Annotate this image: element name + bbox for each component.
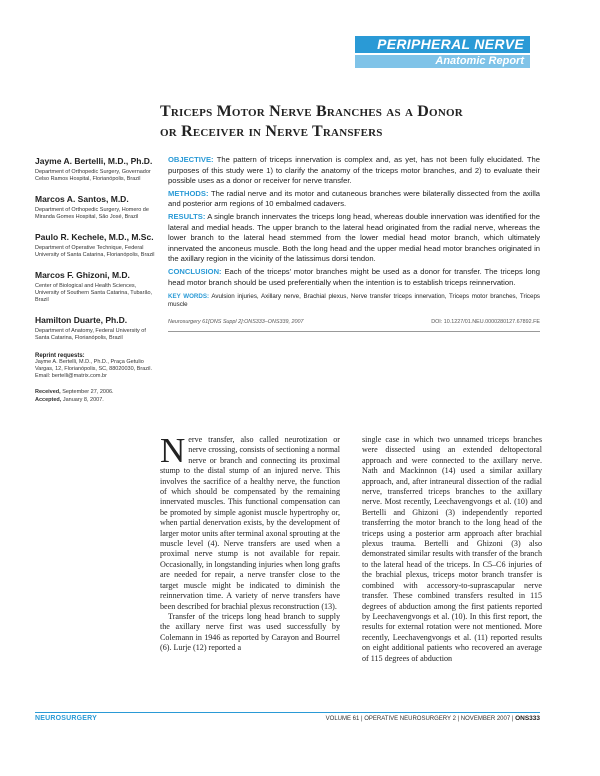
author-name: Marcos A. Santos, M.D. <box>35 194 129 204</box>
footer-issue <box>326 715 540 722</box>
methods-text: The radial nerve and its motor and cutaneous branches were bilaterally dissected from the axilla and posterior arm regions of 10 embalmed cadavers. <box>168 188 540 209</box>
conclusion-label: CONCLUSION: <box>168 266 222 276</box>
journal-citation: Neurosurgery 61[ONS Suppl 2]:ONS333–ONS339, 2007 <box>168 319 304 326</box>
author-name: Jayme A. Bertelli, M.D., Ph.D. <box>35 156 153 166</box>
drop-cap: N <box>160 431 186 470</box>
abstract-conclusion <box>168 267 540 288</box>
accepted-value: January 8, 2007. <box>62 397 104 403</box>
title-line-2: or Receiver in Nerve Transfers <box>160 123 383 140</box>
author-affiliation: Department of Anatomy, Federal University of Santa Catarina, Florianópolis, Brazil <box>35 328 146 341</box>
footer-issue-text: VOLUME 61 | OPERATIVE NEUROSURGERY 2 | NOVEMBER 2007 | <box>325 716 514 722</box>
author-entry <box>35 270 160 304</box>
doi-link[interactable]: DOI: 10.1227/01.NEU.0000280127.67892.FE <box>431 319 540 326</box>
author-name: Marcos F. Ghizoni, M.D. <box>35 270 130 280</box>
author-entry <box>35 315 160 342</box>
abstract <box>168 155 540 332</box>
page-number: ONS333 <box>515 715 540 722</box>
author-entry <box>35 156 160 183</box>
author-name: Hamilton Duarte, Ph.D. <box>35 315 128 325</box>
received-label: Received, <box>35 389 61 395</box>
abstract-objective <box>168 155 540 187</box>
keywords-label: KEY WORDS: <box>168 293 210 301</box>
objective-text: The pattern of triceps innervation is complex and, as yet, has not been fully elucidated. The purposes of this study were 1) to clarify the anatomy of the triceps motor branches, and 2) to evaluate their possible uses as a donor or receiver for nerve transfer. <box>168 155 540 186</box>
section-header-bar <box>355 36 530 53</box>
abstract-keywords <box>168 293 540 309</box>
conclusion-text: Each of the triceps' motor branches might be used as a donor for transfer. The triceps long head motor branch should be used preferentially when the intention is to establish triceps reinnervation. <box>168 266 540 287</box>
author-affiliation: Department of Operative Technique, Federal University of Santa Catarina, Florianópolis, Brazil <box>35 245 155 258</box>
body-text: erve transfer, also called neurotization or nerve crossing, consists of sectioning a normal nerve or branch and connecting its proximal stump to the distal stump of an injured nerve. This involves the sacrifice of a healthy nerve, the function of which should be compensated by the remaining innervated muscles. This functional compensation can be promoted by simple agonist muscle hypertrophy or, when partial denervation exists, by the development of larger motor units after terminal axonal sprouting at the muscle level (4). Nerve transfers are used when a proximal nerve stump is not available for repair. Occasionally, in longstanding injuries when long grafts are needed for repair, a nerve transfer close to the target muscle might be indicated to diminish the reinnervation time. A variety of nerve transfers have been described for brachial plexus reconstruction (13). <box>160 435 340 611</box>
citation-line <box>168 317 540 332</box>
author-name: Paulo R. Kechele, M.D., M.Sc. <box>35 232 154 242</box>
received-value: September 27, 2006. <box>62 389 114 395</box>
section-label: PERIPHERAL NERVE <box>377 36 524 52</box>
abstract-methods <box>168 189 540 210</box>
objective-label: OBJECTIVE: <box>168 155 214 164</box>
author-affiliation: Department of Orthopedic Surgery, Homero de Miranda Gomes Hospital, São José, Brazil <box>35 207 149 220</box>
body-paragraph <box>160 431 340 612</box>
accepted-label: Accepted, <box>35 397 62 403</box>
methods-label: METHODS: <box>168 188 209 198</box>
title-line-1: Triceps Motor Nerve Branches as a Donor <box>160 103 463 120</box>
author-entry <box>35 232 160 259</box>
subsection-label: Anatomic Report <box>435 55 524 67</box>
abstract-results <box>168 212 540 265</box>
reprint-address: Jayme A. Bertelli, M.D., Ph.D., Praça Getulio Vargas, 12, Florianópolis, SC, 88020030, Brazil. Email: bertelli@matrix.com.br <box>35 359 152 379</box>
footer-divider <box>35 712 540 713</box>
body-column-left <box>160 431 340 654</box>
body-paragraph: Transfer of the triceps long head branch to supply the axillary nerve first was used successfully by Colemann in 1946 as reported by Carayon and Bourrel (6). Lurje (12) reported a <box>160 611 340 653</box>
results-text: A single branch innervates the triceps long head, whereas double innervation was identified for the lateral and medial heads. The upper branch to the lateral head originated from the radial nerve, whereas the lower branch to the lateral head stemmed from the lower medial head motor branch, which ultimately innervated the anconeus muscle. Both the long head and the upper medial head motor branches originated in the axillary region in the vicinity of the latissimus dorsi tendon. <box>168 211 540 264</box>
article-title <box>160 102 540 142</box>
body-column-right <box>362 435 542 664</box>
received-date <box>35 388 160 396</box>
accepted-date <box>35 396 160 404</box>
author-affiliation: Center of Biological and Health Sciences, University of Southern Santa Catarina, Tubarão, Brazil <box>35 283 153 303</box>
results-label: RESULTS: <box>168 211 206 221</box>
body-paragraph: single case in which two unnamed triceps branches were dissected using an extended deltopectoral approach and were connected to the axillary nerve. Nath and Mackinnon (14) used a similar axillary approach, and, after intraneural dissection of the radial nerve, transferred triceps branches to the axillary nerve. Most recently, Leechavengvongs et al. (10) and Bertelli and Ghizoni (3) independently reported transferring the motor branch to the long head of the triceps using a posterior arm approach after brachial plexus trauma. Bertelli and Ghizoni (3) also demonstrated similar results with transfer of the branch to the lateral head of the triceps. In C5–C6 injuries of the brachial plexus, triceps motor branch transfer is combined with accessory-to-suprascapular nerve transfer. These combined transfers resulted in 115 degrees of abduction among the first patients reported by Leechavengvongs et al. (10). In this first report, the results for external rotation were not mentioned. More recently, Leechavengvongs et al. (11) reported results on eight additional patients who recovered an average of 115 degrees of abduction <box>362 435 542 663</box>
footer-journal: NEUROSURGERY <box>35 715 98 722</box>
subsection-header-bar <box>355 55 530 68</box>
author-list <box>35 156 160 404</box>
reprint-label: Reprint requests: <box>35 353 85 359</box>
keywords-text: Avulsion injuries, Axillary nerve, Brachial plexus, Nerve transfer triceps innervation, Triceps motor branches, Triceps muscle <box>168 293 540 309</box>
author-entry <box>35 194 160 221</box>
author-affiliation: Department of Orthopedic Surgery, Governador Celso Ramos Hospital, Florianópolis, Brazil <box>35 169 151 182</box>
